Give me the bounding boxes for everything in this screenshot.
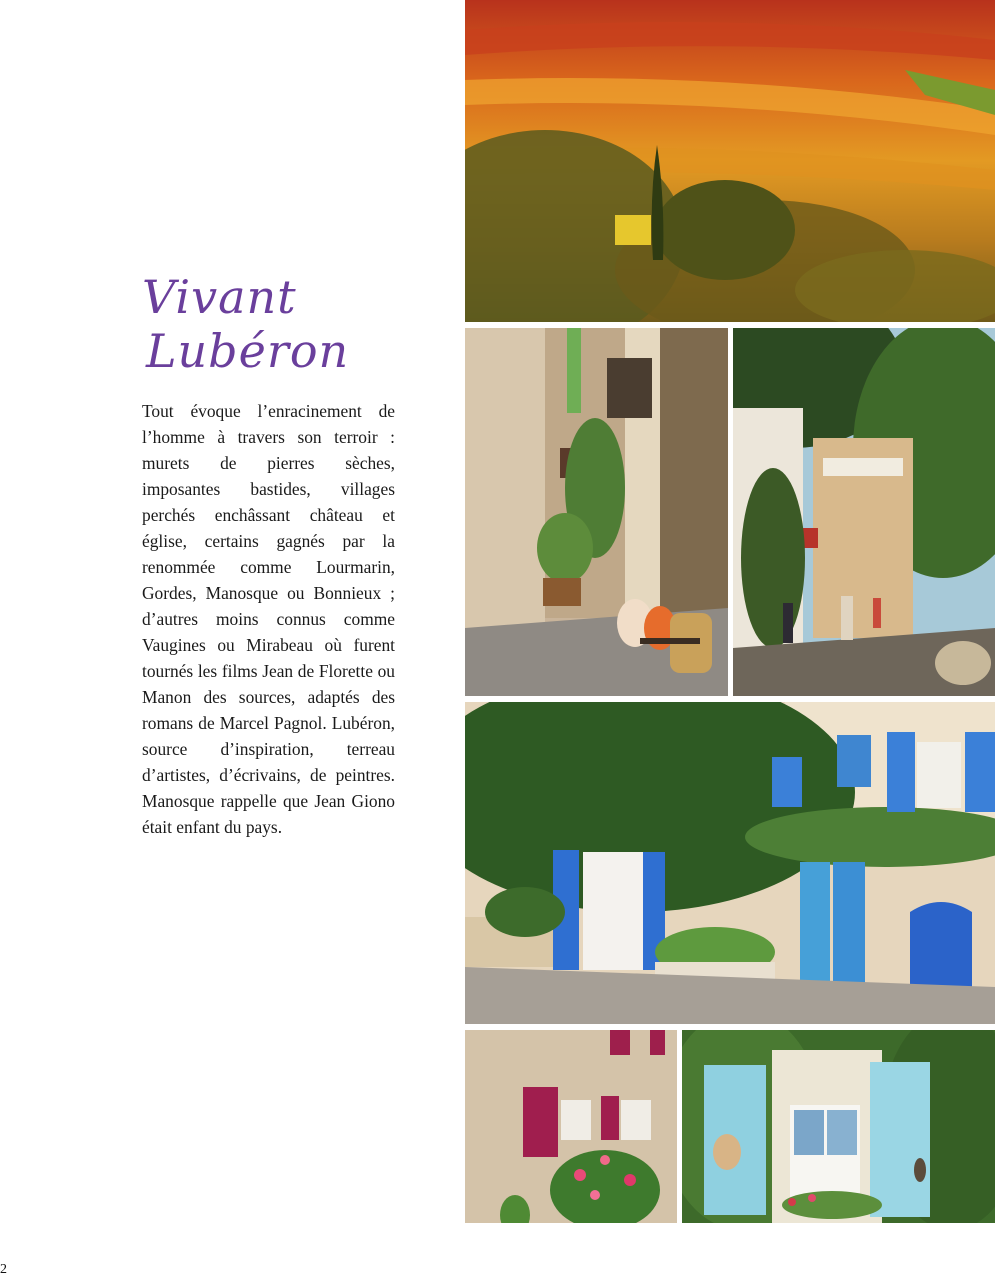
street-cafe-photo: [465, 328, 728, 696]
title-line-1: Vivant: [142, 270, 297, 324]
title-line-2: Lubéron: [146, 324, 350, 378]
vineyard-photo: [465, 0, 995, 322]
page-number: 2: [0, 1262, 7, 1277]
village-lane-photo: [733, 328, 995, 696]
blue-shutters-house-photo: [465, 702, 995, 1024]
red-shutters-facade-photo: [465, 1030, 677, 1223]
body-paragraph: Tout évoque l’enracinement de l’homme à travers son terroir : murets de pierres sèches, imposantes bastides, villages perchés enchâssant château et église, certains gagnés par la renommée comme Lourmarin, Gordes, Manosque ou Bonnieux ; d’autres moins connus comme Vaugines ou Mirabeau où furent tournés les films Jean de Florette ou Manon des sources, adaptés des romans de Marcel Pagnol. Lubéron, source d’inspiration, terreau d’artistes, d’écrivains, de peintres. Manosque rappelle que Jean Giono était enfant du pays.: [142, 401, 395, 837]
turquoise-shutters-window-photo: [682, 1030, 995, 1223]
page-title: [142, 270, 402, 378]
